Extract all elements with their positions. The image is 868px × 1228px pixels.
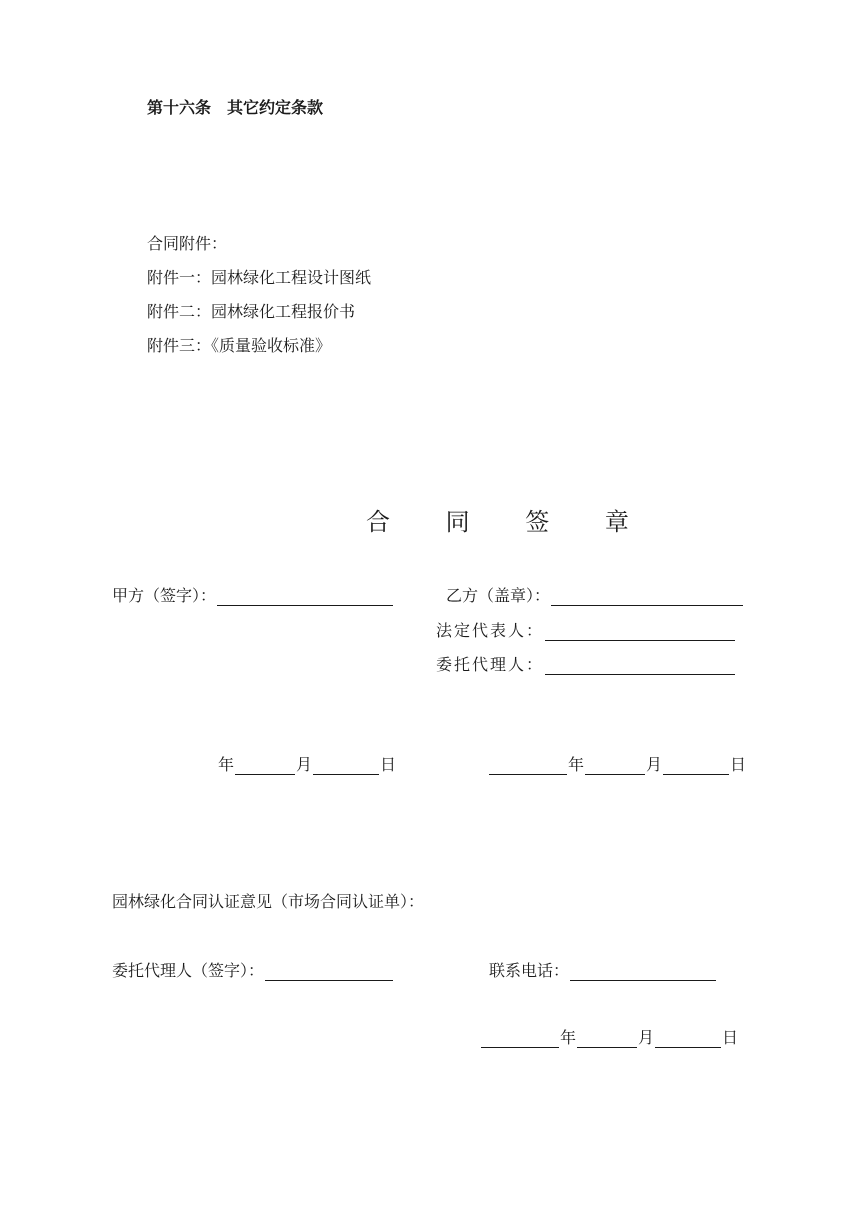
day-blank[interactable] [663,758,729,775]
legal-rep-signature [436,618,736,641]
day-label: 日 [380,755,397,774]
phone-blank[interactable] [570,964,716,981]
attachments-intro: 合同附件： [147,234,228,253]
attachment-item: 附件一：园林绿化工程设计图纸 [147,268,372,287]
cert-agent-signature [112,958,394,981]
legal-rep-label: 法定代表人： [436,621,545,640]
attachment-item: 附件二：园林绿化工程报价书 [147,302,356,321]
day-label: 日 [722,1028,739,1047]
phone-label: 联系电话： [489,961,570,980]
signature-title: 合 同 签 章 [366,508,653,536]
party-a-blank[interactable] [217,589,393,606]
party-a-signature [112,583,394,606]
article-heading: 第十六条 其它约定条款 [147,98,324,117]
month-blank[interactable] [235,758,295,775]
year-label: 年 [560,1028,577,1047]
year-label: 年 [218,755,235,774]
month-blank[interactable] [585,758,645,775]
party-b-blank[interactable] [551,589,743,606]
day-blank[interactable] [313,758,379,775]
year-blank[interactable] [481,1031,559,1048]
month-label: 月 [296,755,313,774]
party-a-label: 甲方（签字）： [112,586,217,605]
party-b-signature [446,583,744,606]
month-label: 月 [646,755,663,774]
party-a-date [218,752,396,775]
cert-date [480,1025,738,1048]
legal-rep-blank[interactable] [545,624,735,641]
party-b-date [488,752,746,775]
agent-signature [436,652,736,675]
attachment-item: 附件三：《质量验收标准》 [147,336,332,355]
year-blank[interactable] [489,758,567,775]
cert-agent-blank[interactable] [265,964,393,981]
agent-label: 委托代理人： [436,655,545,674]
agent-blank[interactable] [545,658,735,675]
month-blank[interactable] [577,1031,637,1048]
year-label: 年 [568,755,585,774]
cert-agent-label: 委托代理人（签字）： [112,961,265,980]
phone-field [489,958,717,981]
party-b-label: 乙方（盖章）： [446,586,551,605]
day-blank[interactable] [655,1031,721,1048]
day-label: 日 [730,755,747,774]
month-label: 月 [638,1028,655,1047]
certification-heading: 园林绿化合同认证意见（市场合同认证单）： [112,892,425,911]
